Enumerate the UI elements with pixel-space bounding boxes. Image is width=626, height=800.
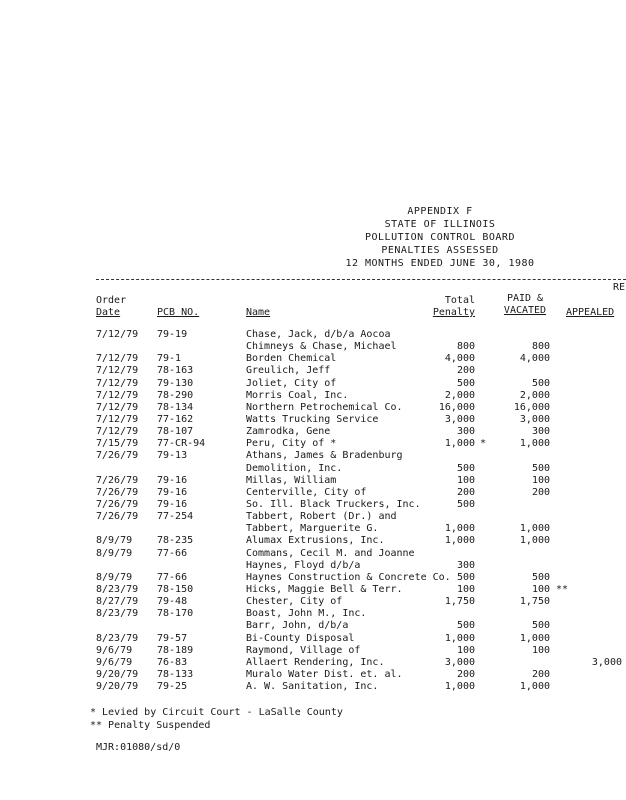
cell-suspended-marker: ** bbox=[556, 583, 569, 595]
cell-name: Hicks, Maggie Bell & Terr. bbox=[246, 583, 403, 595]
cell-pcb-number: 79-130 bbox=[157, 377, 194, 389]
cell-total-penalty: 1,000 bbox=[444, 632, 475, 644]
col-total-line2: Penalty bbox=[432, 307, 475, 318]
cell-pcb-number: 78-163 bbox=[157, 365, 194, 377]
table-row bbox=[0, 499, 626, 511]
col-order-date bbox=[96, 295, 126, 319]
cell-order-date: 7/12/79 bbox=[96, 329, 139, 340]
table-row bbox=[0, 426, 626, 438]
cell-pcb-number: 79-48 bbox=[157, 596, 188, 608]
cell-total-penalty: 1,000 bbox=[444, 523, 475, 535]
cell-paid-vacated: 16,000 bbox=[513, 401, 550, 413]
cell-name: Barr, John, d/b/a bbox=[246, 620, 349, 632]
cell-name: Haynes, Floyd d/b/a bbox=[246, 559, 361, 571]
footnotes bbox=[90, 706, 343, 732]
col-paid-line2: VACATED bbox=[503, 305, 547, 316]
col-name: Name bbox=[246, 307, 271, 318]
cell-paid-vacated: 1,000 bbox=[519, 681, 550, 693]
cell-paid-vacated: 800 bbox=[531, 341, 550, 353]
cell-order-date: 9/6/79 bbox=[96, 656, 133, 668]
table-row bbox=[0, 487, 626, 499]
cell-order-date: 7/12/79 bbox=[96, 426, 139, 438]
cell-pcb-number: 78-107 bbox=[157, 426, 194, 438]
cell-name: Bi-County Disposal bbox=[246, 632, 355, 644]
cell-pcb-number: 77-66 bbox=[157, 547, 188, 559]
cell-paid-vacated: 500 bbox=[531, 462, 550, 474]
penalties-table-body bbox=[0, 329, 626, 693]
header-board: POLLUTION CONTROL BOARD bbox=[365, 232, 515, 243]
col-pcb: PCB NO. bbox=[157, 307, 200, 318]
cell-pcb-number: 78-235 bbox=[157, 535, 194, 547]
cell-pcb-number: 79-1 bbox=[157, 353, 182, 365]
cell-order-date: 8/9/79 bbox=[96, 571, 133, 583]
cell-pcb-number: 79-13 bbox=[157, 450, 188, 462]
cell-name: Millas, William bbox=[246, 474, 337, 486]
table-row bbox=[0, 657, 626, 669]
cell-paid-vacated: 4,000 bbox=[519, 353, 550, 365]
table-row bbox=[0, 560, 626, 572]
cell-pcb-number: 78-150 bbox=[157, 583, 194, 595]
cell-paid-vacated: 100 bbox=[531, 474, 550, 486]
cell-order-date: 7/12/79 bbox=[96, 365, 139, 377]
cell-name: Joliet, City of bbox=[246, 377, 337, 389]
cell-pcb-number: 79-57 bbox=[157, 632, 188, 644]
cell-name: Boast, John M., Inc. bbox=[246, 608, 367, 620]
cell-name: Haynes Construction & Concrete Co. bbox=[246, 571, 451, 583]
footnote-circuit-court: * Levied by Circuit Court - LaSalle County bbox=[90, 707, 343, 718]
table-row bbox=[0, 365, 626, 377]
table-row bbox=[0, 353, 626, 365]
cell-name: Chase, Jack, d/b/a Aocoa bbox=[246, 329, 391, 340]
col-order-line1: Order bbox=[96, 295, 127, 306]
cell-name: Raymond, Village of bbox=[246, 644, 361, 656]
table-row bbox=[0, 620, 626, 632]
cell-order-date: 7/26/79 bbox=[96, 450, 139, 462]
cell-total-penalty: 500 bbox=[456, 462, 475, 474]
table-row bbox=[0, 390, 626, 402]
cell-name: Peru, City of * bbox=[246, 438, 337, 450]
cell-pcb-number: 77-162 bbox=[157, 413, 194, 425]
cell-name: Alumax Extrusions, Inc. bbox=[246, 535, 385, 547]
cell-order-date: 9/6/79 bbox=[96, 644, 133, 656]
cell-paid-vacated: 1,750 bbox=[519, 596, 550, 608]
cell-total-penalty: 800 bbox=[456, 341, 475, 353]
cell-total-penalty: 100 bbox=[456, 474, 475, 486]
cell-order-date: 7/12/79 bbox=[96, 401, 139, 413]
cell-paid-vacated: 1,000 bbox=[519, 438, 550, 450]
cell-order-date: 7/12/79 bbox=[96, 377, 139, 389]
table-row bbox=[0, 414, 626, 426]
table-row bbox=[0, 511, 626, 523]
cell-pcb-number: 79-25 bbox=[157, 681, 188, 693]
cell-name: Zamrodka, Gene bbox=[246, 426, 331, 438]
col-total-penalty bbox=[420, 295, 475, 319]
cell-total-penalty: 200 bbox=[456, 365, 475, 377]
col-paid-line1: PAID & bbox=[506, 293, 544, 304]
header-period: 12 MONTHS ENDED JUNE 30, 1980 bbox=[345, 258, 535, 269]
cell-pcb-number: 78-134 bbox=[157, 401, 194, 413]
table-row bbox=[0, 572, 626, 584]
cell-paid-vacated: 100 bbox=[531, 583, 550, 595]
cell-pcb-number: 78-133 bbox=[157, 668, 194, 680]
cell-paid-vacated: 200 bbox=[531, 486, 550, 498]
cell-name: Morris Coal, Inc. bbox=[246, 389, 349, 401]
cell-total-penalty: 3,000 bbox=[444, 413, 475, 425]
cell-total-penalty: 500 bbox=[456, 571, 475, 583]
cell-order-date: 9/20/79 bbox=[96, 668, 139, 680]
header-state: STATE OF ILLINOIS bbox=[384, 219, 496, 230]
cell-order-date: 7/26/79 bbox=[96, 498, 139, 510]
reference-code: MJR:01080/sd/0 bbox=[96, 742, 181, 753]
col-paid-vacated bbox=[494, 293, 556, 317]
table-row bbox=[0, 633, 626, 645]
cell-name: Borden Chemical bbox=[246, 353, 337, 365]
table-row bbox=[0, 450, 626, 462]
cell-pcb-number: 79-16 bbox=[157, 498, 188, 510]
report-header bbox=[330, 205, 550, 270]
table-row bbox=[0, 475, 626, 487]
cell-order-date: 8/9/79 bbox=[96, 535, 133, 547]
cell-order-date: 8/23/79 bbox=[96, 583, 139, 595]
cell-order-date: 7/12/79 bbox=[96, 389, 139, 401]
cell-order-date: 7/12/79 bbox=[96, 413, 139, 425]
col-total-line1: Total bbox=[444, 295, 475, 306]
cell-name: Watts Trucking Service bbox=[246, 413, 379, 425]
cell-paid-vacated: 500 bbox=[531, 377, 550, 389]
cell-total-penalty: 3,000 bbox=[444, 656, 475, 668]
col-appealed: APPEALED bbox=[566, 307, 615, 318]
table-row bbox=[0, 681, 626, 693]
table-row bbox=[0, 463, 626, 475]
table-row bbox=[0, 329, 626, 341]
table-row bbox=[0, 596, 626, 608]
cell-total-penalty: 200 bbox=[456, 486, 475, 498]
cell-pcb-number: 79-19 bbox=[157, 329, 188, 340]
table-row bbox=[0, 402, 626, 414]
cell-name: Allaert Rendering, Inc. bbox=[246, 656, 385, 668]
cell-order-date: 7/26/79 bbox=[96, 486, 139, 498]
cell-paid-vacated: 1,000 bbox=[519, 523, 550, 535]
cell-paid-vacated: 500 bbox=[531, 620, 550, 632]
cell-paid-vacated: 1,000 bbox=[519, 535, 550, 547]
cell-pcb-number: 77-66 bbox=[157, 571, 188, 583]
cell-pcb-number: 79-16 bbox=[157, 474, 188, 486]
cell-paid-vacated: 2,000 bbox=[519, 389, 550, 401]
cell-order-date: 8/9/79 bbox=[96, 547, 133, 559]
cell-name: Muralo Water Dist. et. al. bbox=[246, 668, 403, 680]
cell-pcb-number: 77-CR-94 bbox=[157, 438, 206, 450]
cell-total-penalty: 16,000 bbox=[438, 401, 475, 413]
cell-pcb-number: 78-170 bbox=[157, 608, 194, 620]
cell-total-penalty: 500 bbox=[456, 620, 475, 632]
cell-total-penalty: 2,000 bbox=[444, 389, 475, 401]
cell-total-penalty: 200 bbox=[456, 668, 475, 680]
table-row bbox=[0, 608, 626, 620]
table-row bbox=[0, 584, 626, 596]
table-row bbox=[0, 645, 626, 657]
cell-name: Northern Petrochemical Co. bbox=[246, 401, 403, 413]
cell-order-date: 8/23/79 bbox=[96, 632, 139, 644]
cell-order-date: 9/20/79 bbox=[96, 681, 139, 693]
cell-pcb-number: 76-83 bbox=[157, 656, 188, 668]
cell-total-penalty: 300 bbox=[456, 559, 475, 571]
cell-total-penalty: 300 bbox=[456, 426, 475, 438]
cell-name: Commans, Cecil M. and Joanne bbox=[246, 547, 415, 559]
cell-pcb-number: 77-254 bbox=[157, 511, 194, 523]
cell-paid-vacated: 3,000 bbox=[519, 413, 550, 425]
table-row bbox=[0, 669, 626, 681]
cell-pcb-number: 78-290 bbox=[157, 389, 194, 401]
cell-total-penalty: 1,000 bbox=[444, 681, 475, 693]
cell-appealed: 3,000 bbox=[591, 656, 622, 668]
cell-order-date: 8/27/79 bbox=[96, 596, 139, 608]
cell-total-penalty: 1,000 bbox=[444, 438, 475, 450]
cell-total-penalty: 1,750 bbox=[444, 596, 475, 608]
cell-court-marker: * bbox=[480, 438, 487, 450]
table-row bbox=[0, 438, 626, 450]
table-row bbox=[0, 548, 626, 560]
cell-name: Chester, City of bbox=[246, 596, 343, 608]
cell-total-penalty: 500 bbox=[456, 498, 475, 510]
cell-name: Athans, James & Bradenburg bbox=[246, 450, 403, 462]
cell-paid-vacated: 1,000 bbox=[519, 632, 550, 644]
cell-name: A. W. Sanitation, Inc. bbox=[246, 681, 379, 693]
cell-pcb-number: 78-189 bbox=[157, 644, 194, 656]
cell-order-date: 7/15/79 bbox=[96, 438, 139, 450]
table-row bbox=[0, 523, 626, 535]
cell-total-penalty: 100 bbox=[456, 644, 475, 656]
col-order-line2: Date bbox=[96, 307, 121, 318]
cell-total-penalty: 100 bbox=[456, 583, 475, 595]
cell-total-penalty: 4,000 bbox=[444, 353, 475, 365]
cell-total-penalty: 500 bbox=[456, 377, 475, 389]
table-row bbox=[0, 535, 626, 547]
cell-order-date: 7/26/79 bbox=[96, 511, 139, 523]
cell-name: Chimneys & Chase, Michael bbox=[246, 341, 397, 353]
table-row bbox=[0, 378, 626, 390]
header-title: PENALTIES ASSESSED bbox=[381, 245, 499, 256]
cell-name: Tabbert, Robert (Dr.) and bbox=[246, 511, 397, 523]
cell-name: Centerville, City of bbox=[246, 486, 367, 498]
cell-name: So. Ill. Black Truckers, Inc. bbox=[246, 498, 421, 510]
cell-pcb-number: 79-16 bbox=[157, 486, 188, 498]
cell-paid-vacated: 200 bbox=[531, 668, 550, 680]
cell-order-date: 7/26/79 bbox=[96, 474, 139, 486]
cell-total-penalty: 1,000 bbox=[444, 535, 475, 547]
cell-name: Demolition, Inc. bbox=[246, 462, 343, 474]
edge-cut-text: RE bbox=[613, 282, 626, 293]
table-row bbox=[0, 341, 626, 353]
cell-paid-vacated: 300 bbox=[531, 426, 550, 438]
header-appendix: APPENDIX F bbox=[407, 206, 473, 217]
cell-name: Greulich, Jeff bbox=[246, 365, 331, 377]
cell-order-date: 7/12/79 bbox=[96, 353, 139, 365]
header-rule bbox=[96, 279, 626, 280]
cell-order-date: 8/23/79 bbox=[96, 608, 139, 620]
cell-paid-vacated: 500 bbox=[531, 571, 550, 583]
cell-paid-vacated: 100 bbox=[531, 644, 550, 656]
footnote-penalty-suspended: ** Penalty Suspended bbox=[90, 720, 211, 731]
cell-name: Tabbert, Marguerite G. bbox=[246, 523, 379, 535]
